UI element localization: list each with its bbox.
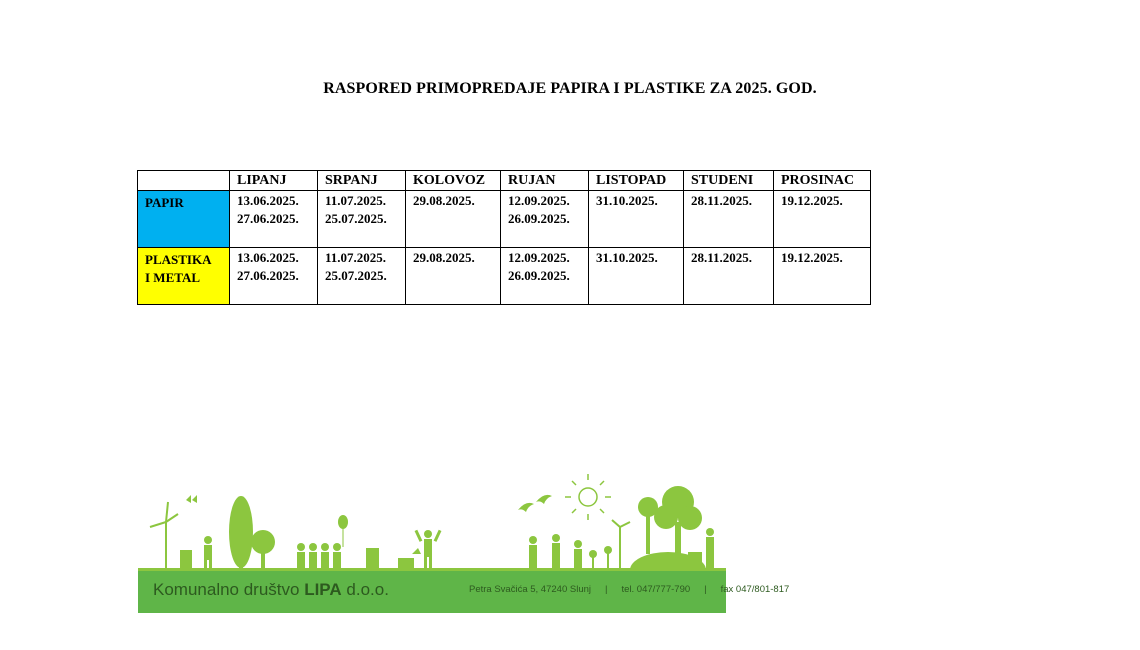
bird-icon: [518, 503, 534, 512]
month-header: LISTOPAD: [589, 171, 684, 191]
date-cell: [230, 248, 318, 305]
date: 11.07.2025.: [325, 193, 387, 208]
dog-icon: [398, 548, 421, 570]
date: 27.06.2025.: [237, 211, 299, 226]
company-contact: [469, 584, 803, 595]
tree-icon: [638, 486, 702, 557]
date: 19.12.2025.: [781, 193, 843, 208]
flower-icon: [589, 546, 612, 570]
date-cell: [318, 191, 406, 248]
date: 11.07.2025.: [325, 250, 387, 265]
butterfly-icon: [186, 495, 197, 503]
date: 31.10.2025.: [596, 193, 658, 208]
separator: |: [605, 584, 608, 595]
date: 28.11.2025.: [691, 193, 753, 208]
row-label-plastika: [138, 248, 230, 305]
person-icon: [204, 536, 212, 570]
date: 29.08.2025.: [413, 250, 475, 265]
month-header: PROSINAC: [774, 171, 871, 191]
date: 13.06.2025.: [237, 193, 299, 208]
recycling-bin-icon: [688, 552, 702, 570]
table-row: [138, 248, 871, 305]
date: 26.09.2025.: [508, 211, 570, 226]
month-header: SRPANJ: [318, 171, 406, 191]
family-icon: [529, 534, 582, 570]
date: 28.11.2025.: [691, 250, 753, 265]
windmill-icon: [612, 520, 630, 570]
date: 31.10.2025.: [596, 250, 658, 265]
date: 26.09.2025.: [508, 268, 570, 283]
date-cell: [501, 248, 589, 305]
eco-illustration: [138, 472, 726, 572]
date-cell: [589, 191, 684, 248]
date-cell: [684, 191, 774, 248]
tree-icon: [251, 530, 275, 570]
wind-turbine-icon: [150, 502, 178, 570]
schedule-table: [137, 170, 871, 305]
person-icon: [706, 528, 714, 570]
table-row: [138, 191, 871, 248]
separator: |: [704, 584, 707, 595]
date-cell: [230, 191, 318, 248]
month-header: RUJAN: [501, 171, 589, 191]
company-brand: LIPA: [304, 580, 342, 599]
sun-icon: [565, 474, 611, 520]
date: 12.09.2025.: [508, 250, 570, 265]
date: 27.06.2025.: [237, 268, 299, 283]
company-name: [153, 580, 389, 600]
row-label-line: PAPIR: [145, 195, 184, 210]
company-suffix: d.o.o.: [341, 580, 389, 599]
date: 12.09.2025.: [508, 193, 570, 208]
row-label-line: PLASTIKA: [145, 252, 212, 267]
date: 25.07.2025.: [325, 268, 387, 283]
bird-icon: [536, 495, 552, 504]
tree-icon: [229, 496, 253, 572]
header-empty-cell: [138, 171, 230, 191]
month-header: LIPANJ: [230, 171, 318, 191]
month-header: KOLOVOZ: [406, 171, 501, 191]
company-prefix: Komunalno društvo: [153, 580, 305, 599]
balloon-icon: [338, 515, 348, 547]
children-icon: [297, 543, 341, 570]
company-phone: tel. 047/777-790: [621, 584, 691, 595]
date-cell: [318, 248, 406, 305]
date-cell: [501, 191, 589, 248]
date-cell: [589, 248, 684, 305]
date-cell: [406, 248, 501, 305]
date-cell: [684, 248, 774, 305]
date: 19.12.2025.: [781, 250, 843, 265]
page-title: RASPORED PRIMOPREDAJE PAPIRA I PLASTIKE ZA 2025. GOD.: [323, 80, 817, 97]
date-cell: [774, 191, 871, 248]
company-banner: [138, 472, 790, 613]
company-fax: fax 047/801-817: [720, 584, 790, 595]
date-cell: [406, 191, 501, 248]
month-header: STUDENI: [684, 171, 774, 191]
date: 29.08.2025.: [413, 193, 475, 208]
date: 13.06.2025.: [237, 250, 299, 265]
recycling-bin-icon: [366, 548, 379, 570]
table-header-row: [138, 171, 871, 191]
recycling-bin-icon: [180, 550, 192, 570]
date-cell: [774, 248, 871, 305]
row-label-papir: [138, 191, 230, 248]
company-address: Petra Svačića 5, 47240 Slunj: [469, 584, 591, 595]
date: 25.07.2025.: [325, 211, 387, 226]
row-label-line: I METAL: [145, 270, 201, 285]
